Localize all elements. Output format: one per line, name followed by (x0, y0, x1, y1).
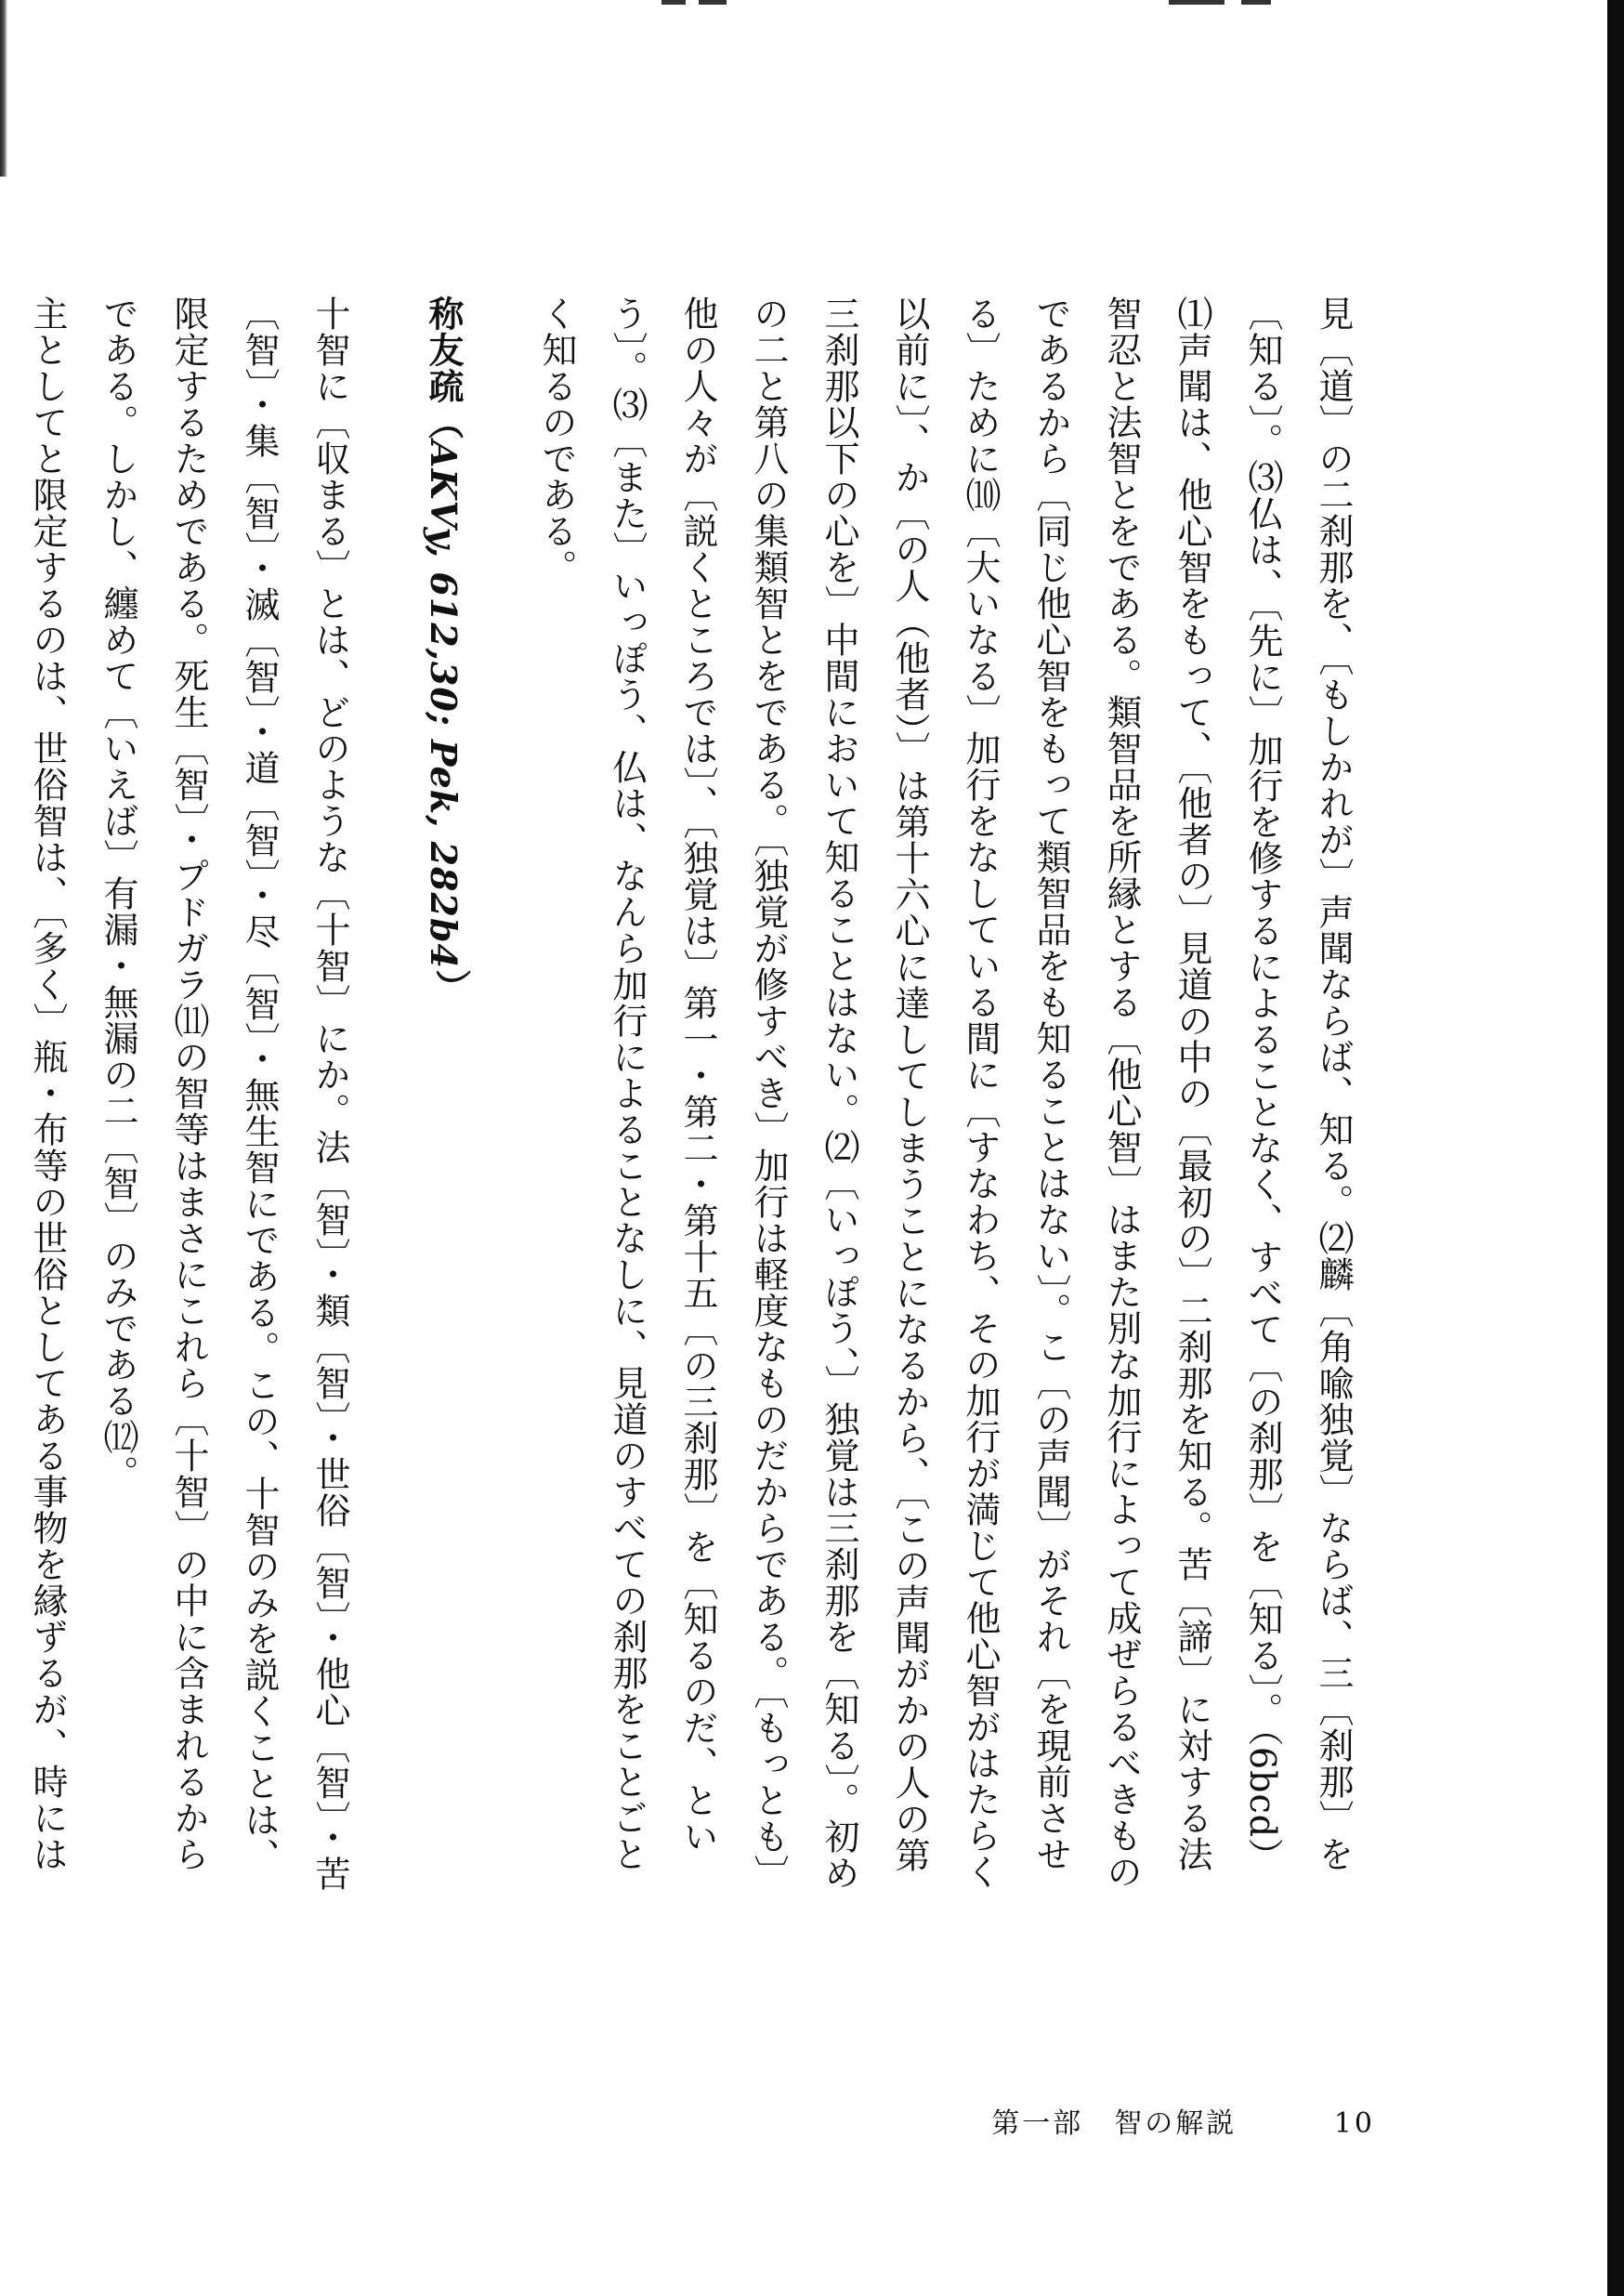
scan-mark (699, 0, 727, 5)
page-footer (991, 2100, 1375, 2141)
section-heading-source: （AKVy, 612,30; Pek, 282b4） (423, 404, 465, 1005)
scan-mark (1169, 0, 1225, 5)
section-paragraph-2: 主としてと限定するのは、世俗智は、〔多く〕瓶・布等の世俗としてある事物を縁ずるが、時には (27, 295, 68, 1872)
section-heading (408, 295, 478, 1894)
verse-continuation: 見〔道〕の二刹那を、〔もしかれが〕声聞ならば、知る。⑵麟〔角喩独覚〕ならば、三〔刹那〕を〔知る〕。⑶仏は、〔先に〕加行を修するによることなく、すべて〔の刹那〕を〔知る〕。（6bcd） (1242, 295, 1354, 1875)
section-heading-label: 称友疏 (423, 295, 465, 404)
commentary-paragraph: ⑴声聞は、他心智をもって、〔他者の〕見道の中の〔最初の〕二刹那を知る。苦〔諦〕に対する法智忍と法智とをである。類智品を所縁とする〔他心智〕はまた別な加行によって成ぜらるべきものであるから〔同じ他心智をもって類智品をも知ることはない〕。こ〔の声聞〕がそれ〔を現前させる〕ために⑽〔大いなる〕加行をなしている間に〔すなわち、その加行が満じて他心智がはたらく以前に〕、か〔の人（他者）〕は第十六心に達してしまうことになるから、〔この声聞がかの人の第三刹那以下の心を〕中間において知ることはない。⑵〔いっぽう、〕独覚は三刹那を〔知る〕。初めの二と第八の集類智とをである。〔独覚が修すべき〕加行は軽度なものだからである。〔もっとも〕他の人々が〔説くところでは〕、〔独覚は〕第一・第二・第十五〔の三刹那〕を〔知るのだ、という〕。⑶〔また〕いっぽう、仏は、なんら加行によることなしに、見道のすべての刹那をことごとく知るのである。 (536, 295, 1212, 1891)
scan-edge-left (0, 0, 7, 177)
part-title: 第一部 智の解説 (991, 2107, 1238, 2140)
scan-mark (1241, 0, 1271, 5)
section-gap (478, 295, 521, 1894)
page-number: 10 (1333, 2107, 1375, 2140)
scan-edge-right (1607, 0, 1624, 2296)
scan-mark (661, 0, 686, 5)
section-paragraph-1: 十智に〔収まる〕とは、どのような〔十智〕にか。法〔智〕・類〔智〕・世俗〔智〕・他心〔智〕・苦〔智〕・集〔智〕・滅〔智〕・道〔智〕・尽〔智〕・無生智にである。この、十智のみを説くことは、限定するためである。死生〔智〕・プドガラ⑾の智等はまさにこれら〔十智〕の中に含まれるからである。しかし、纏めて〔いえば〕有漏・無漏の二〔智〕のみである⑿。 (98, 295, 350, 1892)
vertical-text-body (27, 295, 1369, 1894)
